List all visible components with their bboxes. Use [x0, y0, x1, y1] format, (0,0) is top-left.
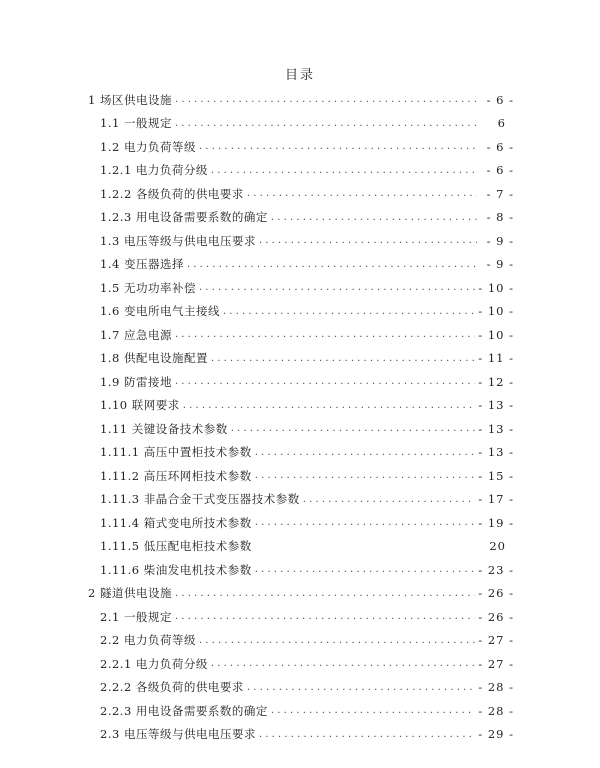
toc-page-number: - 10 - — [478, 280, 514, 295]
toc-entry[interactable] — [88, 535, 514, 559]
toc-dot-leader — [187, 259, 477, 270]
toc-entry-text: 1.1 一般规定 — [100, 116, 172, 131]
toc-entry-text: 1.2 电力负荷等级 — [100, 139, 196, 154]
toc-dot-leader — [271, 705, 475, 716]
toc-entry-text: 2 隧道供电设施 — [88, 586, 172, 601]
toc-dot-leader — [259, 729, 475, 740]
toc-dot-leader — [259, 235, 477, 246]
toc-dot-leader — [231, 423, 476, 434]
toc-entry-text: 1.9 防雷接地 — [100, 374, 172, 389]
toc-page-number: - 19 - — [478, 515, 514, 530]
toc-entry-text: 1.11 关键设备技术参数 — [100, 421, 228, 436]
toc-entry-text: 2.1 一般规定 — [100, 609, 172, 624]
toc-page-number: - 9 - — [486, 257, 514, 272]
toc-entry[interactable] — [88, 112, 514, 136]
toc-entry-text: 1.7 应急电源 — [100, 327, 172, 342]
toc-entry[interactable] — [88, 182, 514, 206]
toc-title: 目录 — [284, 68, 315, 83]
toc-entry-text: 2.3 电压等级与供电电压要求 — [100, 727, 256, 742]
toc-entry-text: 1.11.6 柴油发电机技术参数 — [100, 562, 252, 577]
toc-entry-text: 2.2.3 用电设备需要系数的确定 — [100, 703, 268, 718]
toc-entry[interactable] — [88, 276, 514, 300]
toc-entry-text: 1.11.5 低压配电柜技术参数 — [100, 539, 252, 554]
toc-dot-leader — [271, 212, 477, 223]
toc-dot-leader — [199, 635, 475, 646]
toc-page-number: 20 — [489, 539, 506, 554]
toc-entry[interactable] — [88, 441, 514, 465]
toc-page-number: - 7 - — [486, 186, 514, 201]
toc-entry-text: 1.8 供配电设施配置 — [100, 351, 208, 366]
toc-dot-leader — [255, 564, 476, 575]
toc-page-number: - 28 - — [478, 680, 514, 695]
toc-entry-text: 1.11.2 高压环网柜技术参数 — [100, 468, 252, 483]
toc-dot-leader — [175, 376, 475, 387]
toc-dot-leader — [183, 400, 476, 411]
toc-page-number: - 15 - — [478, 468, 514, 483]
toc-entry-text: 1.4 变压器选择 — [100, 257, 184, 272]
toc-page-number: - 13 - — [478, 421, 514, 436]
toc-dot-leader — [255, 447, 476, 458]
toc-page-number: - 10 - — [478, 327, 514, 342]
toc-page-number: - 6 - — [486, 92, 514, 107]
toc-entry[interactable] — [88, 652, 514, 676]
toc-entry[interactable] — [88, 394, 514, 418]
toc-entry[interactable] — [88, 135, 514, 159]
toc-entry[interactable] — [88, 323, 514, 347]
toc-entry-text: 1.10 联网要求 — [100, 398, 180, 413]
toc-entry-text: 1.11.4 箱式变电所技术参数 — [100, 515, 252, 530]
toc-entry[interactable] — [88, 629, 514, 653]
toc-entry[interactable] — [88, 88, 514, 112]
toc-entry[interactable] — [88, 206, 514, 230]
toc-entry[interactable] — [88, 464, 514, 488]
toc-page-number: - 27 - — [478, 633, 514, 648]
toc-page-number: - 6 - — [486, 163, 514, 178]
toc-entry[interactable] — [88, 253, 514, 277]
toc-dot-leader — [211, 658, 475, 669]
toc-page-number: 6 — [497, 116, 506, 131]
toc-dot-leader — [247, 188, 477, 199]
toc-dot-leader — [211, 165, 477, 176]
toc-entry-text: 2.2.2 各级负荷的供电要求 — [100, 680, 244, 695]
toc-entry-text: 1.6 变电所电气主接线 — [100, 304, 220, 319]
toc-page-number: - 13 - — [478, 398, 514, 413]
toc-page-number: - 17 - — [478, 492, 514, 507]
toc-dot-leader — [255, 517, 476, 528]
toc-entry[interactable] — [88, 370, 514, 394]
toc-entry[interactable] — [88, 417, 514, 441]
toc-dot-leader — [247, 682, 475, 693]
toc-entry-text: 1.11.3 非晶合金干式变压器技术参数 — [100, 492, 300, 507]
toc-page-number: - 10 - — [478, 304, 514, 319]
toc-dot-leader — [199, 282, 475, 293]
toc-dot-leader — [223, 306, 475, 317]
toc-dot-leader — [175, 118, 481, 129]
toc-entry[interactable] — [88, 582, 514, 606]
toc-entry-text: 1.2.1 电力负荷分级 — [100, 163, 208, 178]
toc-page-number: - 23 - — [478, 562, 514, 577]
toc-entry[interactable] — [88, 723, 514, 747]
toc-entry[interactable] — [88, 511, 514, 535]
toc-page-number: - 9 - — [486, 233, 514, 248]
toc-page-number: - 8 - — [486, 210, 514, 225]
toc-entry-text: 1.3 电压等级与供电电压要求 — [100, 233, 256, 248]
toc-entry[interactable] — [88, 159, 514, 183]
toc-entry[interactable] — [88, 558, 514, 582]
toc-entry-text: 1.2.3 用电设备需要系数的确定 — [100, 210, 268, 225]
toc-entry-text: 1.5 无功功率补偿 — [100, 280, 196, 295]
toc-dot-leader — [303, 494, 476, 505]
toc-entry-text: 1 场区供电设施 — [88, 92, 172, 107]
toc-page-number: - 28 - — [478, 703, 514, 718]
toc-page-number: - 27 - — [478, 656, 514, 671]
toc-dot-leader — [175, 94, 477, 105]
toc-page-number: - 26 - — [478, 609, 514, 624]
toc-entry[interactable] — [88, 347, 514, 371]
toc-entry-text: 2.2.1 电力负荷分级 — [100, 656, 208, 671]
toc-entry-text: 2.2 电力负荷等级 — [100, 633, 196, 648]
toc-entry[interactable] — [88, 605, 514, 629]
toc-page-number: - 29 - — [478, 727, 514, 742]
toc-page-number: - 11 - — [478, 351, 514, 366]
toc-entry-text: 1.2.2 各级负荷的供电要求 — [100, 186, 244, 201]
toc-entry[interactable] — [88, 488, 514, 512]
toc-entry[interactable] — [88, 699, 514, 723]
toc-page-number: - 26 - — [478, 586, 514, 601]
toc-entry[interactable] — [88, 300, 514, 324]
toc-dot-leader — [175, 588, 475, 599]
toc-entry-text: 1.11.1 高压中置柜技术参数 — [100, 445, 252, 460]
toc-page-number: - 13 - — [478, 445, 514, 460]
toc-dot-leader — [175, 329, 475, 340]
toc-entry[interactable] — [88, 229, 514, 253]
toc-dot-leader — [255, 470, 476, 481]
toc-dot-leader — [211, 353, 475, 364]
toc-page-number: - 12 - — [478, 374, 514, 389]
toc-dot-leader — [199, 141, 477, 152]
table-of-contents — [88, 88, 514, 746]
toc-dot-leader — [175, 611, 475, 622]
toc-entry[interactable] — [88, 676, 514, 700]
toc-page-number: - 6 - — [486, 139, 514, 154]
